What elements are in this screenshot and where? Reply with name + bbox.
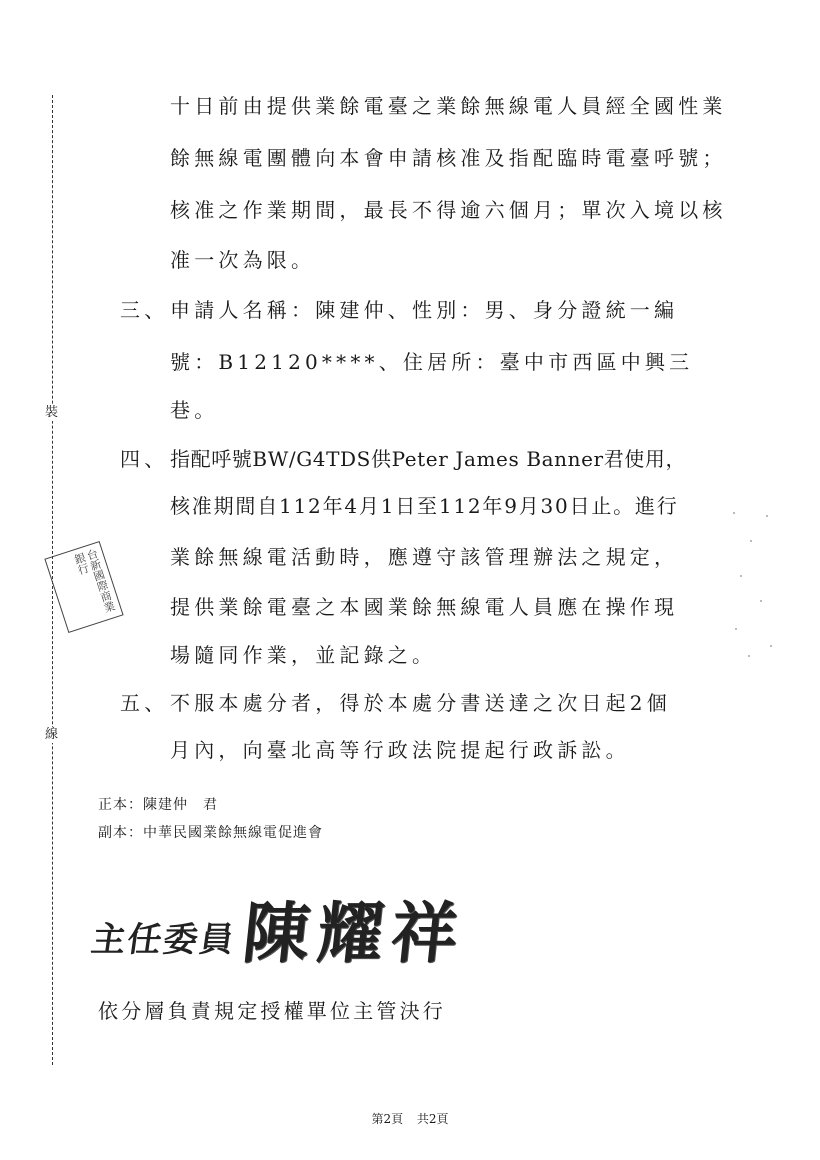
seal-stamp: 台新國際商業銀行 (44, 541, 123, 633)
item-line: 月內，向臺北高等行政法院提起行政訴訟。 (170, 738, 630, 762)
item-line: 指配呼號BW/G4TDS供Peter James Banner君使用， (170, 447, 687, 471)
item-number: 四、 (120, 447, 169, 471)
continuation-line: 十日前由提供業餘電臺之業餘無線電人員經全國性業 (170, 94, 727, 118)
continuation-line: 准一次為限。 (170, 248, 316, 272)
item-line: 核准期間自112年4月1日至112年9月30日止。進行 (170, 494, 679, 518)
item-line: 巷。 (170, 398, 219, 422)
binding-mark-top: 裝 (45, 405, 59, 420)
item-line: 申請人名稱：陳建仲、性別：男、身分證統一編 (170, 298, 679, 322)
page-number: 第2頁 共2頁 (371, 1112, 449, 1126)
item-line: 不服本處分者，得於本處分書送達之次日起2個 (170, 691, 671, 715)
continuation-line: 餘無線電團體向本會申請核准及指配臨時電臺呼號； (170, 146, 727, 170)
copy-recipient: 副本：中華民國業餘無線電促進會 (98, 825, 323, 841)
item-line: 號：B12120****、住居所：臺中市西區中興三 (170, 350, 694, 374)
original-recipient: 正本：陳建仲 君 (98, 797, 218, 813)
delegation-note: 依分層負責規定授權單位主管決行 (98, 999, 446, 1023)
signature-block (88, 885, 470, 975)
item-line: 業餘無線電活動時，應遵守該管理辦法之規定， (170, 545, 679, 569)
binding-mark-bottom: 線 (45, 727, 59, 742)
item-number: 五、 (120, 691, 169, 715)
item-line: 提供業餘電臺之本國業餘無線電人員應在操作現 (170, 595, 679, 619)
signature-name: 陳耀祥 (239, 894, 470, 972)
item-number: 三、 (120, 298, 169, 322)
continuation-line: 核准之作業期間，最長不得逾六個月；單次入境以核 (170, 198, 727, 222)
item-line: 場隨同作業，並記錄之。 (170, 643, 437, 667)
signature-title: 主任委員 (88, 920, 239, 960)
